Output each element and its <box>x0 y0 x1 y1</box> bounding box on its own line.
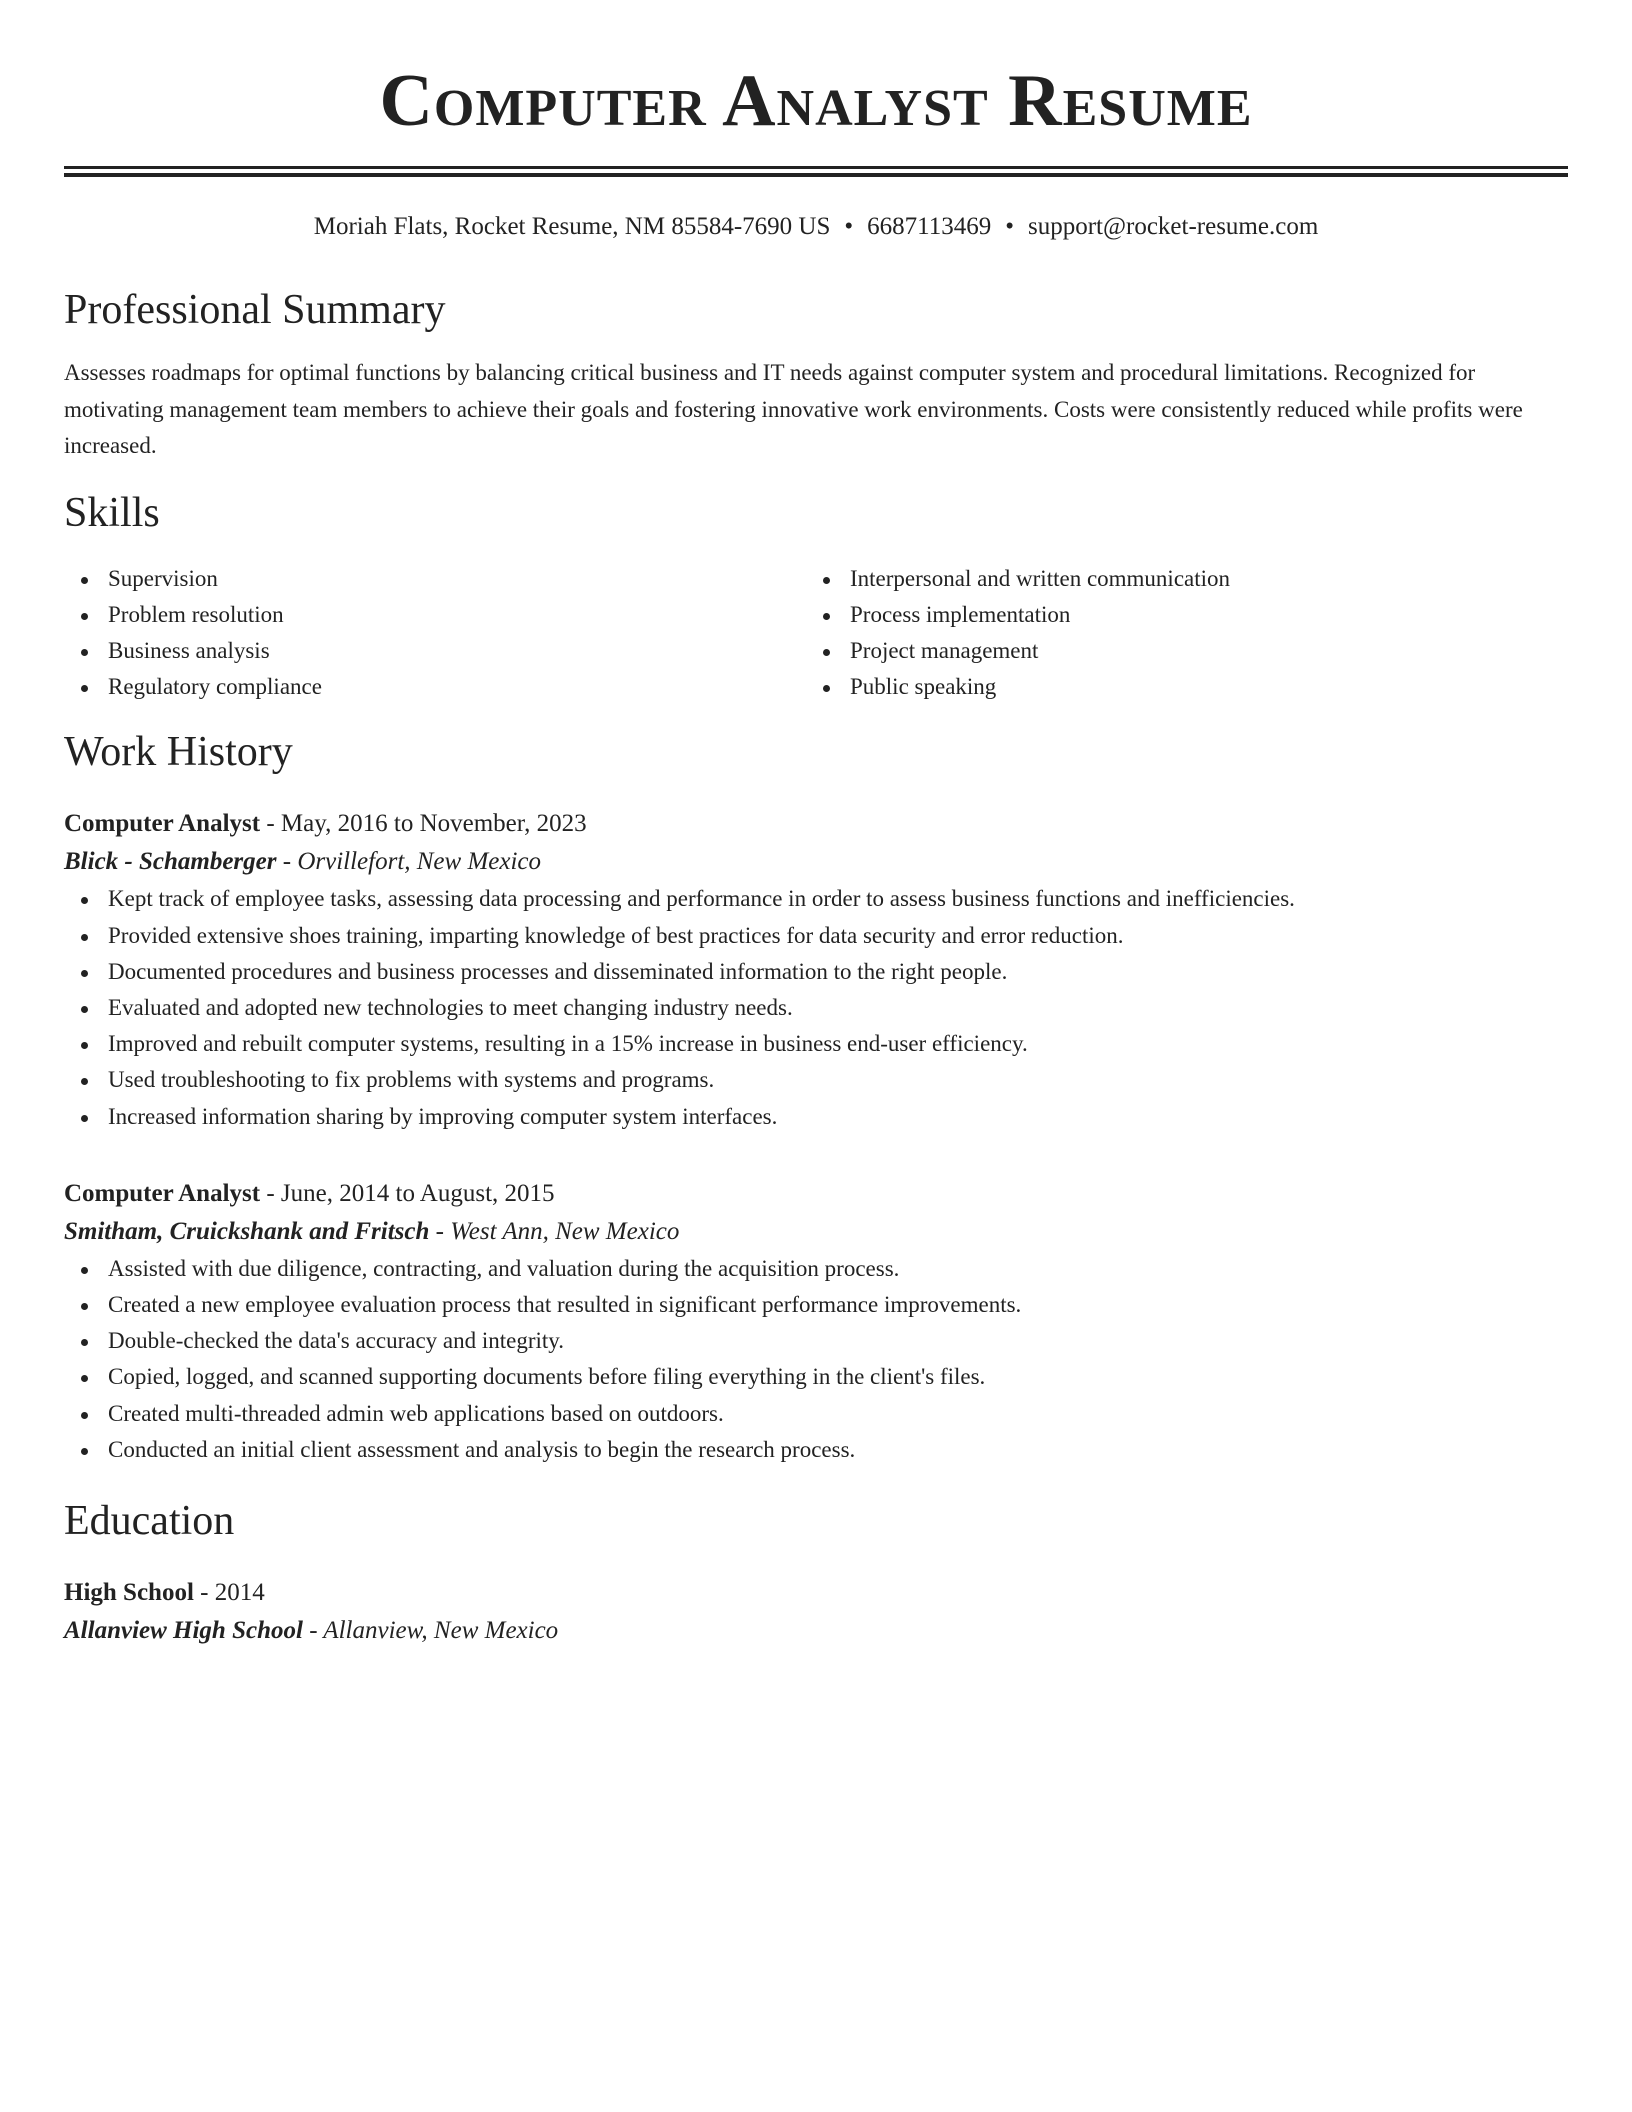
company-name: Smitham, Cruickshank and Fritsch <box>64 1217 430 1245</box>
job-title: Computer Analyst <box>64 1179 261 1207</box>
duty-item: Improved and rebuilt computer systems, resulting in a 15% increase in business end-user efficiency. <box>64 1026 1568 1062</box>
company-location: - West Ann, New Mexico <box>429 1217 680 1245</box>
company-name: Blick - Schamberger <box>64 848 277 876</box>
company-line <box>64 1213 1568 1251</box>
duty-item: Provided extensive shoes training, imparting knowledge of best practices for data security and error reduction. <box>64 918 1568 954</box>
skills-column-left <box>64 561 806 706</box>
duty-item: Used troubleshooting to fix problems with systems and programs. <box>64 1062 1568 1098</box>
skills-heading: Skills <box>64 489 160 536</box>
company-line <box>64 843 1568 881</box>
duty-item: Kept track of employee tasks, assessing data processing and performance in order to assess business functions and inefficiencies. <box>64 881 1568 917</box>
contact-line <box>64 211 1568 243</box>
graduation-year: - 2014 <box>193 1578 265 1606</box>
degree: High School <box>64 1578 194 1606</box>
contact-email: support@rocket-resume.com <box>1027 213 1319 240</box>
duty-item: Assisted with due diligence, contracting, and valuation during the acquisition process. <box>64 1251 1568 1287</box>
skill-item: Supervision <box>64 561 806 597</box>
job-title-line <box>64 805 1568 843</box>
skill-item: Process implementation <box>806 597 1548 633</box>
school-name: Allanview High School <box>64 1616 303 1644</box>
skill-item: Public speaking <box>806 669 1548 705</box>
skill-item: Interpersonal and written communication <box>806 561 1548 597</box>
duty-item: Copied, logged, and scanned supporting documents before filing everything in the client's files. <box>64 1359 1568 1395</box>
job-dates: - June, 2014 to August, 2015 <box>260 1179 555 1207</box>
education-entry <box>64 1574 1568 1650</box>
summary-text: Assesses roadmaps for optimal functions by balancing critical business and IT needs against computer system and procedural limitations. Recognized for motivating management team members to achieve their goals and fostering innovative work environments. Costs were consistently reduced while profits were increased. <box>64 360 1523 458</box>
job-entry <box>64 805 1568 1134</box>
job-duties <box>64 1251 1568 1468</box>
skills-column-right <box>806 561 1548 706</box>
title-divider <box>64 166 1568 177</box>
education-heading: Education <box>64 1497 235 1544</box>
contact-address: Moriah Flats, Rocket Resume, NM 85584-7690 US <box>313 213 831 240</box>
skills-list <box>64 561 1568 706</box>
job-duties <box>64 881 1568 1134</box>
job-title: Computer Analyst <box>64 810 261 838</box>
duty-item: Increased information sharing by improving computer system interfaces. <box>64 1099 1568 1135</box>
skill-item: Project management <box>806 633 1548 669</box>
duty-item: Created multi-threaded admin web applications based on outdoors. <box>64 1396 1568 1432</box>
skill-item: Regulatory compliance <box>64 669 806 705</box>
work-history-heading: Work History <box>64 729 293 776</box>
job-title-line <box>64 1175 1568 1213</box>
job-dates: - May, 2016 to November, 2023 <box>260 810 587 838</box>
degree-line <box>64 1574 1568 1612</box>
skill-item: Business analysis <box>64 633 806 669</box>
duty-item: Evaluated and adopted new technologies to meet changing industry needs. <box>64 990 1568 1026</box>
duty-item: Documented procedures and business processes and disseminated information to the right people. <box>64 954 1568 990</box>
school-location: - Allanview, New Mexico <box>302 1616 559 1644</box>
duty-item: Double-checked the data's accuracy and integrity. <box>64 1323 1568 1359</box>
contact-phone: 6687113469 <box>867 213 992 240</box>
job-entry <box>64 1175 1568 1468</box>
summary-heading: Professional Summary <box>64 287 446 333</box>
duty-item: Conducted an initial client assessment and analysis to begin the research process. <box>64 1432 1568 1468</box>
duty-item: Created a new employee evaluation process that resulted in significant performance improvements. <box>64 1287 1568 1323</box>
contact-separator: • <box>1005 213 1014 240</box>
skill-item: Problem resolution <box>64 597 806 633</box>
company-location: - Orvillefort, New Mexico <box>276 848 542 876</box>
contact-separator: • <box>844 213 854 240</box>
school-line <box>64 1612 1568 1650</box>
resume-title: Computer Analyst Resume <box>379 60 1253 142</box>
